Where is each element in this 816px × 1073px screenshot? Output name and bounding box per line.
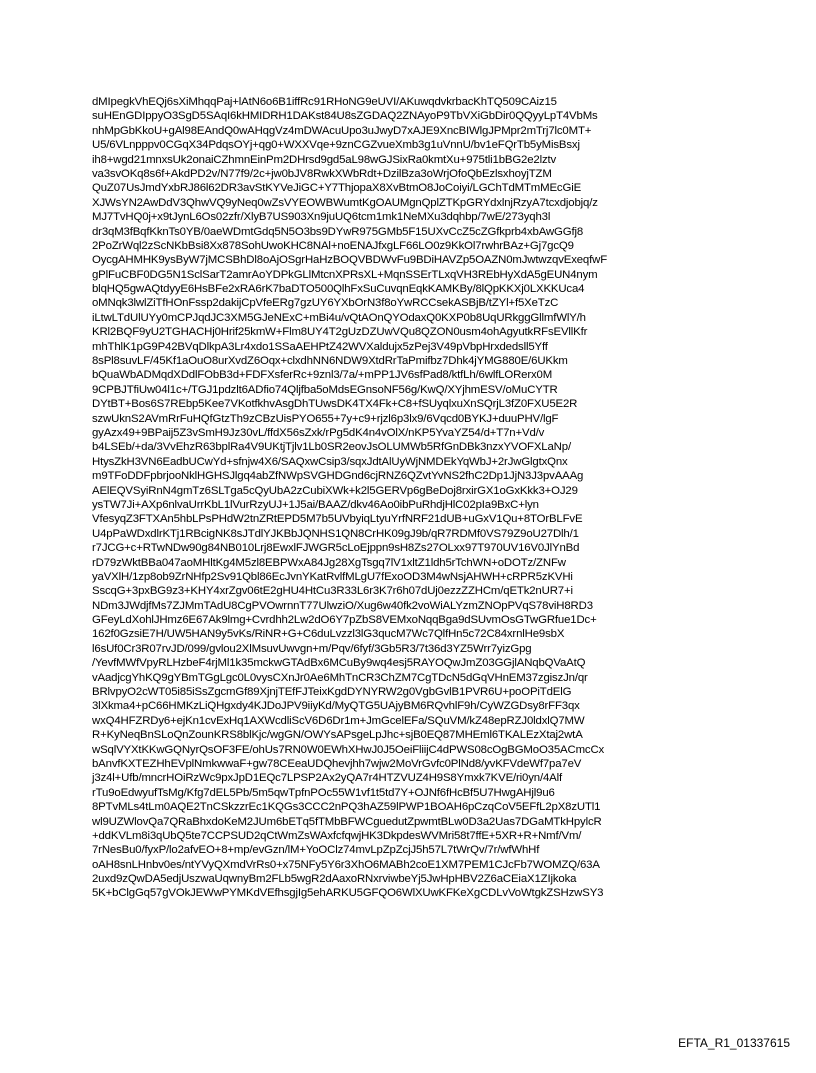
text-line: va3svOKq8s6f+AkdPD2v/N77f9/2c+jw0bJV8RwkXWbRdt+DzilBza3oWrjOfoQbEzlsxhoyjTZM xyxy=(92,167,552,180)
bates-number: EFTA_R1_01337615 xyxy=(678,1036,790,1050)
text-line: 2uxd9zQwDA5edjUszwaUqwnyBm2FLb5wgR2dAaxoRNxrviwbeYj5JwHpHBV2Z6aCEiaX1ZIjkoka xyxy=(92,873,577,886)
text-line: 8sPl8suvLF/45Kf1aOuO8urXvdZ6Oqx+clxdhNN6NDW9XtdRrTaPmifbz7Dhk4jYMG880E/6UKkm xyxy=(92,355,568,368)
text-line: NDm3JWdjfMs7ZJMmTAdU8CgPVOwrnnT77UlwziO/Xug6w40fk2voWiALYzmZNOpPVqS78viH8RD3 xyxy=(92,599,593,612)
text-line: MJ7TvHQ0j+x9tJynL6Os02zfr/XlyB7US903Xn9juUQ6tcm1mk1NeMXu3dqhbp/7wE/273yqh3l xyxy=(92,211,551,224)
text-line: 2PoZrWql2zScNKbBsi8Xx878SohUwoKHC8NAl+noENAJfxgLF66LO0z9KkOl7rwhrBAz+Gj7gcQ9 xyxy=(92,239,574,252)
text-line: XJWsYN2AwDdV3QhwVQ9yNeq0wZsVYEOWBWumtKgOAUMgnQplZTKpGRYdxlnjRzyA7tcxdjobjq/z xyxy=(92,196,598,209)
text-line: 9CPBJTfiUw04l1c+/TGJ1pdzlt6ADfio74Qljfba5oMdsEGnsoNF56g/KwQ/XYjhmESV/oMuCYTR xyxy=(92,383,558,396)
text-line: m9TFoDDFpbrjooNklHGHSJlgq4abZfNWpSVGHDGnd6cjRNZ6QZvtYvNS2fhC2Dp1JjN3J3pvAAAg xyxy=(92,470,584,483)
text-line: U5/6VLnpppv0CGqX34PdqsOYj+qg0+WXXVqe+9znCGZvueXmb3g1uVnnU/bv1eFQrTb5yMisBsxj xyxy=(92,139,580,152)
text-line: QuZ07UsJmdYxbRJ86l62DR3avStKYVeJiGC+Y7ThjopaX8XvBtmO8JoCoiyi/LGChTdMTmMEcGiE xyxy=(92,182,582,195)
text-line: KRl2BQF9yU2TGHACHj0Hrif25kmW+Flm8UY4T2gUzDZUwVQu8QZON0usm4ohAgyutkRFsEVllKfr xyxy=(92,326,588,339)
text-line: 7rNesBu0/fyxP/lo2afvEO+8+mp/evGzn/lM+YoOClz74mvLpZpZcjJ5h57L7tWrQv/7r/wfWhHf xyxy=(92,844,540,857)
text-line: l6sUf0Cr3R07rvJD/099/gvlou2XlMsuvUwvgn+m/Pqv/6fyf/3Gb5R3/7t36d3YZ5Wrr7yizGpg xyxy=(92,642,532,655)
text-line: szwUknS2AVmRrFuHQfGtzTh9zCBzUisPYO655+7y+c9+rjzl6p3lx9/6Vqcd0BYKJ+duuPHV/lgF xyxy=(92,412,559,425)
text-line: 8PTvMLs4tLm0AQE2TnCSkzzrEc1KQGs3CCC2nPQ3hAZ59lPWP1BOAH6pCzqCoV5EFfL2pX8zUTl1 xyxy=(92,801,601,814)
text-line: wxQ4HFZRDy6+ejKn1cvExHq1AXWcdliScV6D6Dr1m+JmGcelEFa/SQuVM/kZ48epRZJ0ldxlQ7MW xyxy=(92,714,585,727)
text-line: U4pPaWDxdlrKTj1RBcigNK8sJTdlYJKBbJQNHS1QN8CrHK09gJ9b/qR7RDMf0VS79Z9oU27Dlh/1 xyxy=(92,527,579,540)
text-line: ysTW7Ji+AXp6nlvaUrrKbL1lVurRzyUJ+1J5ai/BAAZ/dkv46Ao0ibPuRhdjHlC02pIa9BxC+lyn xyxy=(92,498,539,511)
text-line: R+KyNeqBnSLoQnZounKRS8blKjc/wgGN/OWYsAPsgeLpJhc+sjB0EQ87MHEml6TKALEzXtaj2wtA xyxy=(92,729,583,742)
text-line: 3lXkma4+pC66HMKzLiQHgxdy4KJDoJPV9iiyKd/MyQTG5UAjyBM6RQvhlF9h/CyWZGDsy8rFF3qx xyxy=(92,700,580,713)
text-line: gyAzx49+9BPaij5Z3vSmH9Jz30vL/ffdX56sZxk/rPg5dK4n4vOlX/nKP5YvaYZ54/d+T7n+Vd/v xyxy=(92,426,545,439)
text-line: wl9UZWlovQa7QRaBhxdoKeM2JUm6bETq5fTMbBFWCguedutZpwmtBLw0D3a2Uas7DGaMTkHpylcR xyxy=(92,815,602,828)
text-line: HtysZkH3VN6EadbUCwYd+sfnjw4X6/SAQxwCsip3/sqxJdtAlUyWjNMDEkYqWbJ+2rJwGlgtxQnx xyxy=(92,455,568,468)
text-line: AElEQVSyiRnN4gmTz6SLTga5cQyUbA2zCubiXWk+k2l5GERVp6gBeDoj8rxirGX1oGxKkk3+OJ29 xyxy=(92,484,578,497)
text-line: nhMpGbKkoU+gAl98EAndQ0wAHqgVz4mDWAcuUpo3uJwyD7xAJE9XncBIWlgJPMpr2mTrj7lc0MT+ xyxy=(92,124,592,137)
text-line: bAnvfKXTEZHhEVplNmkwwaF+gw78CEeaUDQhevjhh7wjw2MoVrGvfc0PlNd8/yvKFVdeWf7pa7eV xyxy=(92,757,582,770)
text-line: yaVXlH/1zp8ob9ZrNHfp2Sv91Qbl86EcJvnYKatRvlfMLgU7fExoOD3M4wNsjAHWH+cRPR5zKVHi xyxy=(92,570,573,583)
text-line: rTu9oEdwyufTsMg/Kfg7dEL5Pb/5m5qwTpfnPOc55W1vf1t5td7Y+OJNf6fHcBf5U7HwgAHjl9u6 xyxy=(92,786,555,799)
text-line: VfesyqZ3FTXAn5hbLPsPHdW2tnZRtEPD5M7b5UVbyiqLtyuYrfNRF21dUB+uGxV1Qu+8TOrBLFvE xyxy=(92,513,583,526)
text-line: j3z4l+Ufb/mncrHOiRzWc9pxJpD1EQc7LPSP2Ax2yQA7r4HTZVUZ4H9S8Ymxk7KVE/ri0yn/4Alf xyxy=(92,772,563,785)
text-line: 162f0GzsiE7H/UW5HAN9y5vKs/RiNR+G+C6duLvzzl3lG3qucM7Wc7QlfHn5c72C84xrnlHe9sbX xyxy=(92,628,565,641)
text-line: oMNqk3lwlZiTfHOnFssp2dakijCpVfeERg7gzUY6YXbOrN3f8oYwRCCsekASBjB/tZYl+f5XeTzC xyxy=(92,297,559,310)
text-line: GFeyLdXohlJHmz6E67Ak9lmg+Cvrdhh2Lw2dO6Y7pZbS8VEMxoNqqBga9dSUvmOsGTwGRfue1Dc+ xyxy=(92,614,597,627)
text-line: wSqlVYXtKKwGQNyrQsOF3FE/ohUs7RN0W0EWhXHwJ0J5OeiFliijC4dPWS08cOgBGMoO35ACmcCx xyxy=(92,743,605,756)
text-line: OycgAHMHK9ysByW7jMCSBhDl8oAjOSgrHaHzBOQVBDWvFu9BDiHAVZp5OAZN0mJwtwzqvExeqfwF xyxy=(92,254,608,267)
text-line: b4LSEb/+da/3VvEhzR63bplRa4V9UKtjTjlv1Lb0SR2eovJsOLUMWb5RfGnDBk3nzxYVOFXLaNp/ xyxy=(92,441,571,454)
encoded-text-block xyxy=(92,95,732,901)
text-line: /YevfMWfVpyRLHzbeF4rjMl1k35mckwGTAdBx6MCuBy9wq4esj5RAYOQwJmZ03GGjlANqbQVaAtQ xyxy=(92,657,586,670)
text-line: BRlvpyO2cWT05i85iSsZgcmGf89XjnjTEfFJTeixKgdDYNYRW2g0VgbGvlB1PVR6U+poOPiTdElG xyxy=(92,686,572,699)
text-line: dr3qM3fBqfKknTs0YB/0aeWDmtGdq5N5O3bs9DYwR975GMb5F15UXvCcZ5cZGfkprb4xbAwGGfj8 xyxy=(92,225,584,238)
text-line: vAadjcgYhKQ9gYBmTGgLgc0L0vysCXnJr0Ae6MhTnCR3ChZM7CgTDcN5dGqVHnEM37zgiszJn/qr xyxy=(92,671,588,684)
text-line: +ddKVLm8i3qUbQ5te7CCPSUD2qCtWmZsWAxfcfqwjHK3DkpdesWVMri58t7ffE+5XR+R+Nmf/Vm/ xyxy=(92,829,582,842)
text-line: suHEnGDIppyO3SgD5SAqI6kHMIDRH1DAKst84U8sZGDAQ2ZNAyoP9TbVXiGbDir0QQyyLpT4VbMs xyxy=(92,110,598,123)
text-line: DYtBT+Bos6S7REbp5Kee7VKotfkhvAsgDhTUwsDK4TX4Fk+C8+fSUyqlxuXnSQrjL3fZ0FXU5E2R xyxy=(92,398,578,411)
text-line: blqHQ5gwAQtdyyE6HsBFe2xRA6rK7baDTO500QlhFxSuCuvqnEqkKAMKBy/8lQpKKXj0LXKKUca4 xyxy=(92,283,585,296)
text-line: gPlFuCBF0DG5N1SclSarT2amrAoYDPkGLlMtcnXPRsXL+MqnSSErTLxqVH3REbHyXdA5gEUN4nym xyxy=(92,268,598,281)
text-line: rD79zWktBBa047aoMHltKg4M5zl8EBPWxA84Jg28XgTsgq7lV1xltZ1ldh5rTchWN+oDOTz/ZNFw xyxy=(92,556,566,569)
text-line: dMIpegkVhEQj6sXiMhqqPaj+lAtN6o6B1iffRc91RHoNG9eUVI/AKuwqdvkrbacKhTQ509CAiz15 xyxy=(92,96,557,108)
text-line: SscqG+3pxBG9z3+KHY4xrZgv06tE2gHU4HtCu3R33L6r3K7r6h07dUj0ezzZZHCm/qETk2nUR7+i xyxy=(92,585,573,598)
text-line: iLtwLTdUlUYy0mCPJqdJC3XM5GJeNExC+mBi4u/vQtAOnQYOdaxQ0KXP0b8UqURkggGllmfWlY/h xyxy=(92,311,586,324)
text-line: 5K+bClgGq57gVOkJEWwPYMKdVEfhsgjIg5ehARKU5GFQO6WlXUwKFKeXgCDLvVoWtgkZSHzwSY3 xyxy=(92,887,604,900)
text-line: r7JCG+c+RTwNDw90g84NB010Lrj8EwxlFJWGR5cLoEjppn9sH8Zs27OLxx97T970UV16V0JlYnBd xyxy=(92,542,580,555)
text-line: ih8+wgd21mnxsUk2onaiCZhmnEinPm2DHrsd9gd5aL98wGJSixRa0kmtXu+975tli1bBG2e2lztv xyxy=(92,153,557,166)
text-line: oAH8snLHnbv0es/ntYVyQXmdVrRs0+x75NFy5Y6r3XhO6MABh2coE1XM7PEM1CJcFb7WOMZQ/63A xyxy=(92,858,600,871)
text-line: mhThlK1pG9P42BVqDlkpA3Lr4xdo1SSaAEHPtZ42WVXaldujx5zPej3V49pVbpHrxdedsll5Yff xyxy=(92,340,548,353)
text-line: bQuaWbADMqdXDdlFObB3d+FDFXsferRc+9znl3/7a/+mPP1JV6sfPad8/ktfLh/6wlfLORerx0M xyxy=(92,369,553,382)
